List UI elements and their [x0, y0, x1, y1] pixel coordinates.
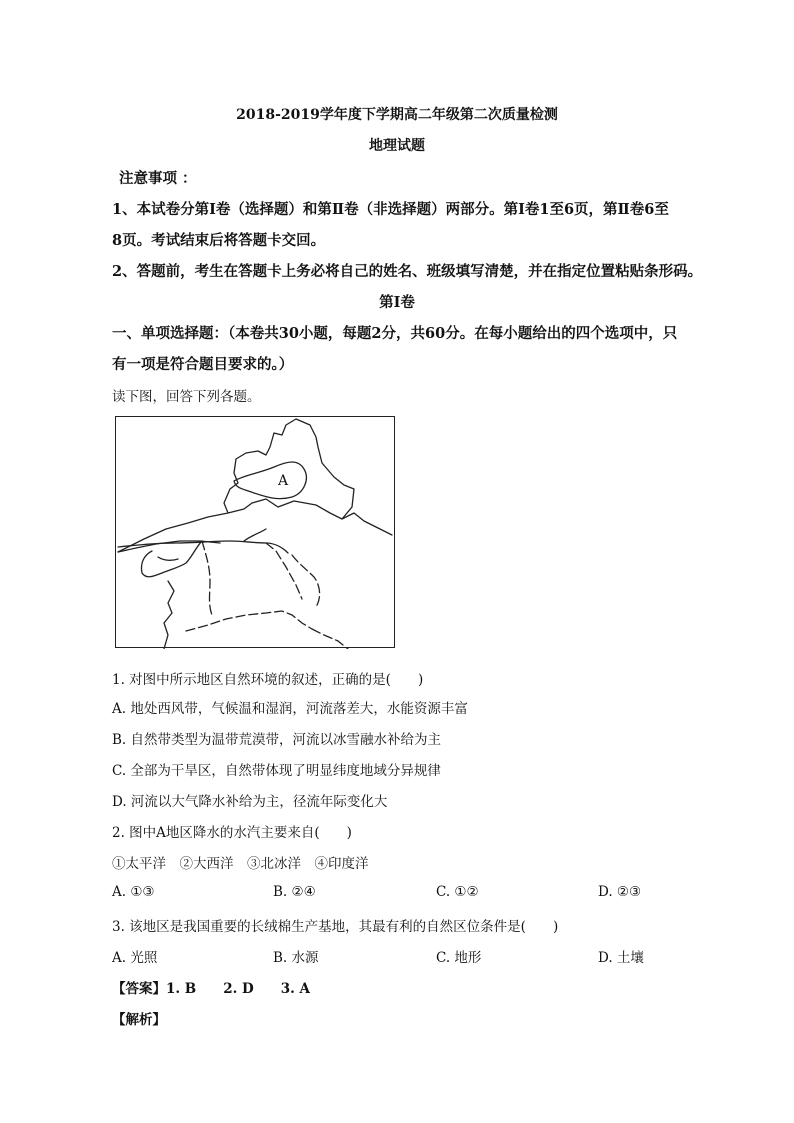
question-3-stem: 3. 该地区是我国重要的长绒棉生产基地，其最有利的自然区位条件是( ): [112, 919, 559, 935]
boundary-dashed-south-east: [312, 629, 348, 649]
boundary-dashed-river: [266, 543, 302, 599]
boundary-dashed-east: [292, 555, 320, 607]
volume-heading: 第Ⅰ卷: [379, 294, 415, 311]
question-2-stem: 2. 图中A地区降水的水汽主要来自( ): [112, 825, 352, 841]
analysis-heading: 【解析】: [112, 1012, 166, 1028]
question-3-option-a: A. 光照: [112, 950, 158, 966]
question-1-option-a: A. 地处西风带，气候温和湿润，河流落差大，水能资源丰富: [112, 701, 468, 717]
river-north: [244, 529, 266, 541]
section-heading-line-2: 有一项是符合题目要求的。）: [112, 356, 294, 373]
question-3-option-d: D. 土壤: [598, 950, 644, 966]
question-1-option-c: C. 全部为干旱区，自然带体现了明显纬度地域分异规律: [112, 763, 441, 779]
section-heading-line-1: 一、单项选择题：（本卷共30小题，每题2分，共60分。在每小题给出的四个选项中，只: [112, 325, 678, 342]
notice-item-1-line-2: 8页。考试结束后将答题卡交回。: [112, 232, 326, 249]
answer-key: 【答案】1. B 2. D 3. A: [112, 981, 310, 997]
exam-subtitle: 地理试题: [369, 138, 425, 154]
border-outline: [118, 419, 392, 552]
river-west-branch: [158, 557, 178, 560]
question-2-option-a: A. ①③: [112, 884, 155, 900]
question-1-option-b: B. 自然带类型为温带荒漠带，河流以冰雪融水补给为主: [112, 732, 442, 748]
boundary-dashed-west: [202, 541, 212, 615]
question-2-option-c: C. ①②: [436, 884, 479, 900]
question-3-option-c: C. 地形: [436, 950, 482, 966]
border-outline-south: [118, 541, 220, 649]
region-map-drawing: [116, 417, 396, 649]
notice-item-1-line-1: 1、本试卷分第Ⅰ卷（选择题）和第Ⅱ卷（非选择题）两部分。第Ⅰ卷1至6页，第Ⅱ卷6至: [112, 201, 669, 218]
question-3-option-b: B. 水源: [273, 950, 319, 966]
lake-a-outline: [234, 462, 306, 499]
boundary-dashed-south: [186, 611, 312, 631]
map-label-a: A: [278, 473, 289, 489]
reading-instruction: 读下图，回答下列各题。: [112, 389, 261, 405]
river-west: [141, 541, 202, 577]
exam-title: 2018-2019学年度下学期高二年级第二次质量检测: [236, 107, 558, 123]
notice-item-2: 2、答题前，考生在答题卡上务必将自己的姓名、班级填写清楚，并在指定位置粘贴条形码。: [112, 263, 703, 280]
question-2-option-d: D. ②③: [598, 884, 642, 900]
question-1-stem: 1. 对图中所示地区自然环境的叙述，正确的是( ): [112, 672, 424, 688]
question-2-choices: ①太平洋 ②大西洋 ③北冰洋 ④印度洋: [112, 856, 369, 872]
question-2-option-b: B. ②④: [273, 884, 316, 900]
notice-heading: 注意事项 ：: [119, 170, 197, 187]
region-map: [115, 416, 395, 648]
question-1-option-d: D. 河流以大气降水补给为主，径流年际变化大: [112, 794, 388, 810]
